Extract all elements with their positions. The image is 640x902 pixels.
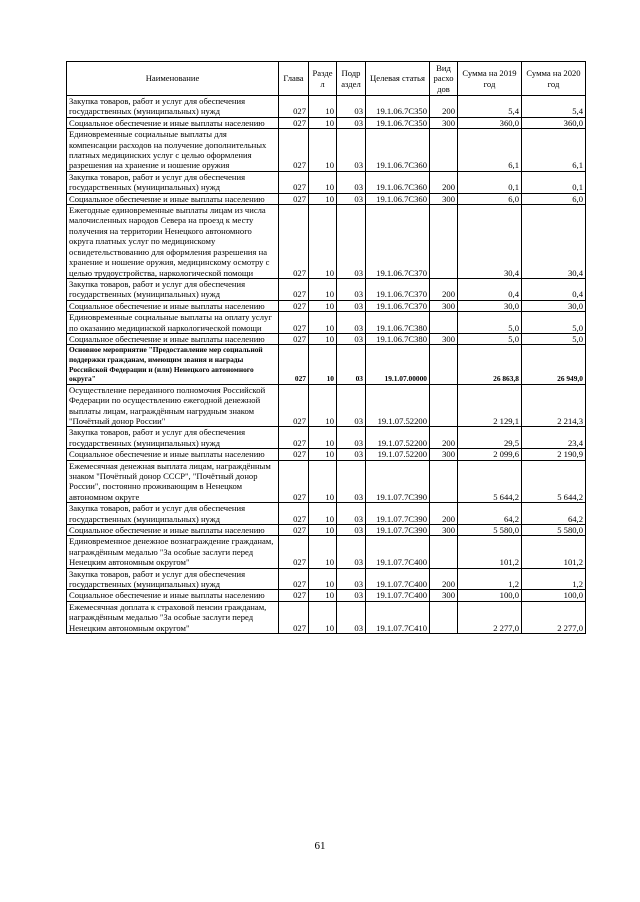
cell-sum2020: 23,4 (522, 427, 586, 449)
cell-section: 10 (309, 278, 337, 300)
cell-sum2020: 30,4 (522, 205, 586, 279)
cell-sum2020: 64,2 (522, 503, 586, 525)
cell-sum2020: 1,2 (522, 568, 586, 590)
cell-type: 200 (430, 96, 458, 118)
table-row (67, 449, 586, 460)
cell-subsection: 03 (337, 117, 366, 128)
cell-subsection: 03 (337, 96, 366, 118)
cell-section: 10 (309, 590, 337, 601)
cell-name: Закупка товаров, работ и услуг для обеспечения государственных (муниципальных) нужд (67, 278, 279, 300)
cell-chapter: 027 (279, 449, 309, 460)
cell-chapter: 027 (279, 117, 309, 128)
header-sum-2020: Сумма на 2020 год (522, 62, 586, 96)
cell-chapter: 027 (279, 129, 309, 172)
table-row (67, 384, 586, 427)
cell-sum2020: 26 949,0 (522, 345, 586, 384)
cell-section: 10 (309, 427, 337, 449)
cell-subsection: 03 (337, 171, 366, 193)
cell-type (430, 345, 458, 384)
cell-target: 19.1.07.7С390 (366, 503, 430, 525)
table-row (67, 536, 586, 568)
cell-type (430, 460, 458, 503)
cell-chapter: 027 (279, 171, 309, 193)
header-subsection: Подр аздел (337, 62, 366, 96)
cell-subsection: 03 (337, 449, 366, 460)
cell-target: 19.1.06.7С380 (366, 333, 430, 344)
cell-sum2019: 30,0 (458, 300, 522, 311)
cell-chapter: 027 (279, 384, 309, 427)
cell-name: Социальное обеспечение и иные выплаты населению (67, 300, 279, 311)
cell-target: 19.1.06.7С370 (366, 278, 430, 300)
cell-type (430, 536, 458, 568)
cell-sum2020: 2 190,9 (522, 449, 586, 460)
cell-subsection: 03 (337, 525, 366, 536)
cell-section: 10 (309, 345, 337, 384)
cell-section: 10 (309, 601, 337, 633)
cell-chapter: 027 (279, 345, 309, 384)
cell-name: Закупка товаров, работ и услуг для обеспечения государственных (муниципальных) нужд (67, 427, 279, 449)
cell-target: 19.1.07.7С390 (366, 460, 430, 503)
cell-sum2020: 5 580,0 (522, 525, 586, 536)
cell-name: Закупка товаров, работ и услуг для обеспечения государственных (муниципальных) нужд (67, 503, 279, 525)
header-chapter: Глава (279, 62, 309, 96)
cell-target: 19.1.06.7С350 (366, 96, 430, 118)
cell-sum2020: 6,1 (522, 129, 586, 172)
cell-type (430, 312, 458, 334)
cell-target: 19.1.06.7С360 (366, 129, 430, 172)
cell-name: Осуществление переданного полномочия Российской Федерации по осуществлению ежегодной денежной выплаты лицам, награждённым нагрудным знаком "Почётный донор России" (67, 384, 279, 427)
table-row (67, 601, 586, 633)
cell-sum2019: 0,4 (458, 278, 522, 300)
cell-name: Единовременные социальные выплаты на оплату услуг по оказанию медицинской наркологической помощи (67, 312, 279, 334)
cell-sum2020: 6,0 (522, 193, 586, 204)
cell-type: 300 (430, 117, 458, 128)
cell-sum2020: 30,0 (522, 300, 586, 311)
cell-type: 200 (430, 171, 458, 193)
header-type: Вид расхо дов (430, 62, 458, 96)
cell-sum2019: 5 644,2 (458, 460, 522, 503)
cell-type: 300 (430, 449, 458, 460)
table-row (67, 460, 586, 503)
cell-sum2020: 100,0 (522, 590, 586, 601)
table-row (67, 427, 586, 449)
cell-section: 10 (309, 333, 337, 344)
budget-table (66, 61, 586, 634)
cell-target: 19.1.07.00000 (366, 345, 430, 384)
cell-target: 19.1.07.7С410 (366, 601, 430, 633)
table-header (67, 62, 586, 96)
cell-type: 200 (430, 568, 458, 590)
cell-section: 10 (309, 171, 337, 193)
cell-chapter: 027 (279, 427, 309, 449)
table-row (67, 568, 586, 590)
cell-name: Единовременные социальные выплаты для компенсации расходов на получение дополнительных платных медицинских услуг с целью оформления разрешения на хранение и ношение оружия (67, 129, 279, 172)
cell-sum2020: 2 214,3 (522, 384, 586, 427)
cell-type (430, 601, 458, 633)
cell-name: Единовременное денежное вознаграждение гражданам, награждённым медалью "За особые заслуги перед Ненецким автономным округом" (67, 536, 279, 568)
header-target: Целевая статья (366, 62, 430, 96)
table-row (67, 345, 586, 384)
cell-section: 10 (309, 205, 337, 279)
cell-target: 19.1.06.7С360 (366, 171, 430, 193)
table-row (67, 333, 586, 344)
cell-subsection: 03 (337, 503, 366, 525)
cell-type: 200 (430, 427, 458, 449)
table-row (67, 312, 586, 334)
cell-subsection: 03 (337, 460, 366, 503)
cell-chapter: 027 (279, 300, 309, 311)
cell-subsection: 03 (337, 278, 366, 300)
table-row (67, 171, 586, 193)
cell-type: 200 (430, 278, 458, 300)
cell-chapter: 027 (279, 536, 309, 568)
cell-sum2019: 2 099,6 (458, 449, 522, 460)
cell-chapter: 027 (279, 278, 309, 300)
cell-type: 200 (430, 503, 458, 525)
cell-sum2019: 2 277,0 (458, 601, 522, 633)
cell-type: 300 (430, 525, 458, 536)
cell-sum2019: 360,0 (458, 117, 522, 128)
cell-chapter: 027 (279, 503, 309, 525)
cell-chapter: 027 (279, 460, 309, 503)
cell-type: 300 (430, 193, 458, 204)
cell-sum2019: 5 580,0 (458, 525, 522, 536)
cell-sum2019: 6,1 (458, 129, 522, 172)
cell-sum2020: 5,0 (522, 333, 586, 344)
cell-sum2019: 64,2 (458, 503, 522, 525)
cell-chapter: 027 (279, 193, 309, 204)
cell-chapter: 027 (279, 96, 309, 118)
cell-chapter: 027 (279, 601, 309, 633)
cell-chapter: 027 (279, 312, 309, 334)
cell-section: 10 (309, 568, 337, 590)
cell-section: 10 (309, 96, 337, 118)
cell-sum2019: 30,4 (458, 205, 522, 279)
cell-section: 10 (309, 384, 337, 427)
cell-type (430, 384, 458, 427)
cell-sum2020: 5 644,2 (522, 460, 586, 503)
cell-section: 10 (309, 312, 337, 334)
cell-subsection: 03 (337, 345, 366, 384)
cell-subsection: 03 (337, 300, 366, 311)
cell-sum2019: 5,4 (458, 96, 522, 118)
table-row (67, 525, 586, 536)
cell-target: 19.1.06.7С380 (366, 312, 430, 334)
cell-sum2020: 101,2 (522, 536, 586, 568)
cell-sum2020: 2 277,0 (522, 601, 586, 633)
cell-type (430, 205, 458, 279)
table-row (67, 129, 586, 172)
cell-target: 19.1.06.7С350 (366, 117, 430, 128)
cell-chapter: 027 (279, 590, 309, 601)
cell-chapter: 027 (279, 333, 309, 344)
cell-name: Ежегодные единовременные выплаты лицам из числа малочисленных народов Севера на проезд к месту получения на территории Ненецкого автономного округа платных услуг по медицинскому освидетельствованию для оформления разрешения на хранение и ношение оружия, медицинскому осмотру с целью трудоустройства, наркологической помощи (67, 205, 279, 279)
cell-name: Основное мероприятие "Предоставление мер социальной поддержки гражданам, имеющим звания и награды Российской Федерации и (или) Ненецкого автономного округа" (67, 345, 279, 384)
cell-subsection: 03 (337, 205, 366, 279)
cell-chapter: 027 (279, 205, 309, 279)
cell-subsection: 03 (337, 333, 366, 344)
cell-sum2019: 101,2 (458, 536, 522, 568)
cell-name: Социальное обеспечение и иные выплаты населению (67, 193, 279, 204)
cell-type: 300 (430, 333, 458, 344)
cell-subsection: 03 (337, 384, 366, 427)
header-name: Наименование (67, 62, 279, 96)
cell-sum2019: 5,0 (458, 333, 522, 344)
cell-name: Ежемесячная денежная выплата лицам, награждённым знаком "Почётный донор СССР", "Почётный донор России", постоянно проживающим в Ненецком автономном округе (67, 460, 279, 503)
cell-name: Социальное обеспечение и иные выплаты населению (67, 449, 279, 460)
cell-section: 10 (309, 449, 337, 460)
cell-target: 19.1.06.7С370 (366, 300, 430, 311)
cell-target: 19.1.07.52200 (366, 384, 430, 427)
cell-type (430, 129, 458, 172)
cell-name: Социальное обеспечение и иные выплаты населению (67, 117, 279, 128)
cell-name: Закупка товаров, работ и услуг для обеспечения государственных (муниципальных) нужд (67, 96, 279, 118)
cell-subsection: 03 (337, 590, 366, 601)
cell-sum2020: 5,0 (522, 312, 586, 334)
cell-subsection: 03 (337, 427, 366, 449)
cell-sum2019: 0,1 (458, 171, 522, 193)
cell-sum2019: 26 863,8 (458, 345, 522, 384)
table-row (67, 278, 586, 300)
cell-sum2019: 6,0 (458, 193, 522, 204)
cell-name: Ежемесячная доплата к страховой пенсии гражданам, награждённым медалью "За особые заслуги перед Ненецким автономным округом" (67, 601, 279, 633)
table-row (67, 117, 586, 128)
cell-target: 19.1.07.7С400 (366, 590, 430, 601)
table-body (67, 96, 586, 634)
cell-section: 10 (309, 525, 337, 536)
table-row (67, 193, 586, 204)
table-row (67, 205, 586, 279)
cell-type: 300 (430, 300, 458, 311)
cell-subsection: 03 (337, 568, 366, 590)
cell-sum2019: 100,0 (458, 590, 522, 601)
cell-section: 10 (309, 117, 337, 128)
cell-name: Социальное обеспечение и иные выплаты населению (67, 333, 279, 344)
cell-chapter: 027 (279, 568, 309, 590)
cell-subsection: 03 (337, 601, 366, 633)
cell-target: 19.1.07.7С400 (366, 568, 430, 590)
cell-subsection: 03 (337, 312, 366, 334)
cell-target: 19.1.06.7С370 (366, 205, 430, 279)
table-row (67, 96, 586, 118)
cell-sum2020: 0,1 (522, 171, 586, 193)
table-row (67, 503, 586, 525)
cell-section: 10 (309, 193, 337, 204)
cell-sum2019: 5,0 (458, 312, 522, 334)
cell-chapter: 027 (279, 525, 309, 536)
cell-target: 19.1.07.7С390 (366, 525, 430, 536)
cell-sum2020: 5,4 (522, 96, 586, 118)
cell-sum2020: 0,4 (522, 278, 586, 300)
cell-target: 19.1.07.52200 (366, 449, 430, 460)
page-number: 61 (314, 840, 326, 852)
cell-section: 10 (309, 503, 337, 525)
cell-type: 300 (430, 590, 458, 601)
cell-target: 19.1.07.7С400 (366, 536, 430, 568)
cell-subsection: 03 (337, 129, 366, 172)
cell-sum2019: 29,5 (458, 427, 522, 449)
cell-name: Социальное обеспечение и иные выплаты населению (67, 525, 279, 536)
cell-subsection: 03 (337, 193, 366, 204)
cell-name: Закупка товаров, работ и услуг для обеспечения государственных (муниципальных) нужд (67, 171, 279, 193)
header-section: Разде л (309, 62, 337, 96)
table-row (67, 300, 586, 311)
cell-section: 10 (309, 300, 337, 311)
cell-subsection: 03 (337, 536, 366, 568)
cell-sum2019: 1,2 (458, 568, 522, 590)
cell-section: 10 (309, 460, 337, 503)
cell-name: Социальное обеспечение и иные выплаты населению (67, 590, 279, 601)
cell-target: 19.1.06.7С360 (366, 193, 430, 204)
cell-section: 10 (309, 536, 337, 568)
cell-name: Закупка товаров, работ и услуг для обеспечения государственных (муниципальных) нужд (67, 568, 279, 590)
cell-sum2020: 360,0 (522, 117, 586, 128)
cell-target: 19.1.07.52200 (366, 427, 430, 449)
cell-section: 10 (309, 129, 337, 172)
table-row (67, 590, 586, 601)
cell-sum2019: 2 129,1 (458, 384, 522, 427)
header-sum-2019: Сумма на 2019 год (458, 62, 522, 96)
